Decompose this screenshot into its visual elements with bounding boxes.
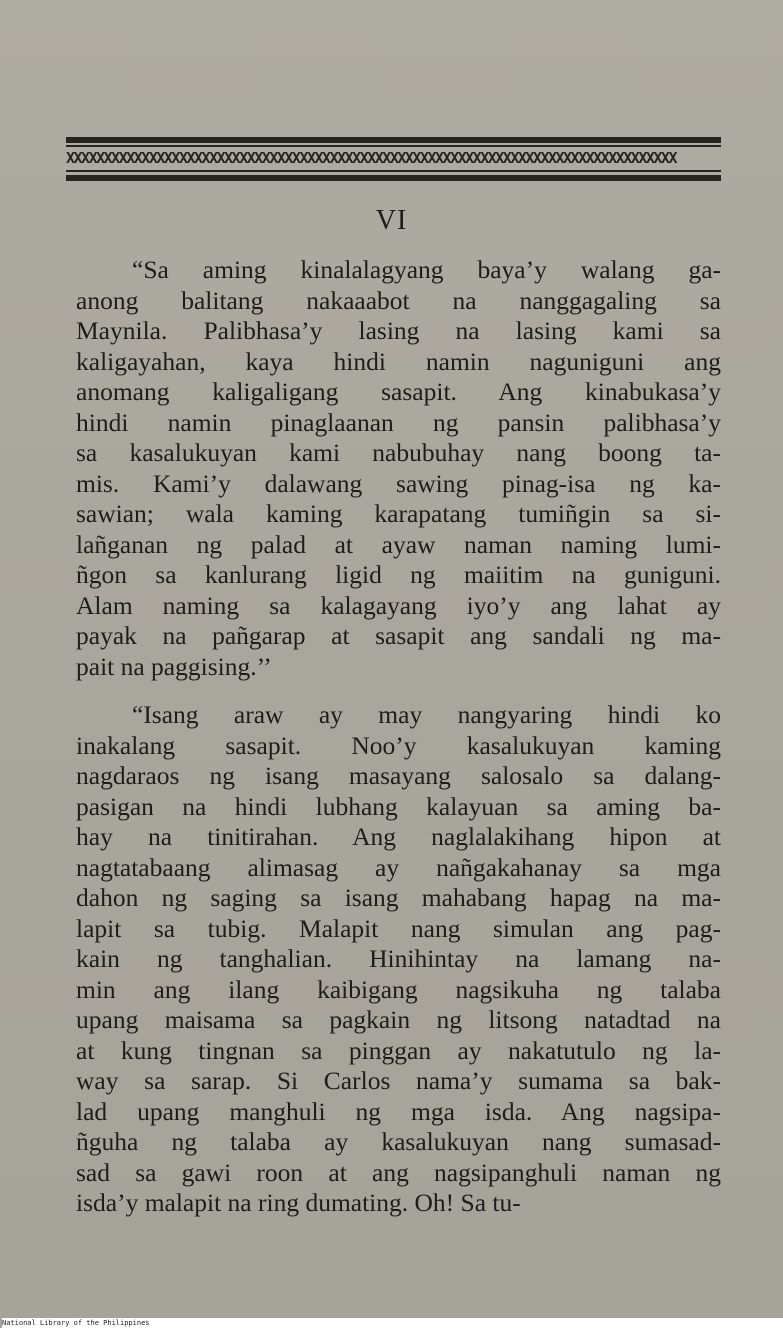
- text-line: lad upang manghuli ng mga isda. Ang nagsipa-: [76, 1096, 721, 1126]
- text-line: at kung tingnan sa pinggan ay nakatutulo ng la-: [76, 1035, 721, 1065]
- text-line: hindi namin pinaglaanan ng pansin palibhasa’y: [76, 407, 721, 437]
- ornament-top-thin-rule: [66, 145, 721, 147]
- ornament-bottom-rule: [66, 175, 721, 181]
- chapter-heading: VI: [375, 205, 408, 236]
- text-line: nagdaraos ng isang masayang salosalo sa dalang-: [76, 761, 721, 790]
- header-ornament: [66, 137, 721, 185]
- text-line: sad sa gawi roon at ang nagsipanghuli naman ng: [76, 1157, 721, 1187]
- text-line: pait na paggising.’’: [76, 651, 272, 681]
- text-line: min ang ilang kaibigang nagsikuha ng talaba: [76, 974, 721, 1004]
- text-line: way sa sarap. Si Carlos nama’y sumama sa bak-: [76, 1066, 721, 1095]
- text-line: hay na tinitirahan. Ang naglalakihang hipon at: [76, 822, 721, 851]
- text-line: nagtatabaang alimasag ay nañgakahanay sa mga: [76, 852, 721, 882]
- text-line: “Isang araw ay may nangyaring hindi ko: [132, 700, 721, 729]
- text-line: upang maisama sa pagkain ng litsong natadtad na: [76, 1005, 721, 1034]
- text-line: lapit sa tubig. Malapit nang simulan ang pag-: [76, 913, 721, 943]
- text-line: Maynila. Palibhasa’y lasing na lasing kami sa: [76, 316, 721, 345]
- ornament-top-rule: [66, 137, 721, 143]
- text-line: kaligayahan, kaya hindi namin naguniguni ang: [76, 346, 721, 376]
- text-line: Alam naming sa kalagayang iyo’y ang lahat ay: [76, 590, 721, 620]
- text-line: ñguha ng talaba ay kasalukuyan nang sumasad-: [76, 1127, 721, 1156]
- text-line: ñgon sa kanlurang ligid ng maiitim na guniguni.: [76, 560, 721, 589]
- text-line: isda’y malapit na ring dumating. Oh! Sa tu-: [76, 1188, 521, 1217]
- text-line: anomang kaligaligang sasapit. Ang kinabukasa’y: [76, 377, 721, 406]
- text-line: dahon ng saging sa isang mahabang hapag na ma-: [76, 883, 721, 912]
- text-line: anong balitang nakaaabot na nanggagaling sa: [76, 285, 721, 315]
- text-line: mis. Kami’y dalawang sawing pinag-isa ng ka-: [76, 468, 721, 498]
- text-line: kain ng tanghalian. Hinihintay na lamang na-: [76, 944, 721, 973]
- text-line: payak na pañgarap at sasapit ang sandali ng ma-: [76, 621, 721, 650]
- text-line: sawian; wala kaming karapatang tumiñgin sa si-: [76, 499, 721, 528]
- text-line: sa kasalukuyan kami nabubuhay nang boong ta-: [76, 438, 721, 467]
- text-line: inakalang sasapit. Noo’y kasalukuyan kaming: [76, 730, 721, 760]
- ornament-x-pattern: XXXXXXXXXXXXXXXXXXXXXXXXXXXXXXXXXXXXXXXXXXXXXXXXXXXXXXXXXXXXXXXXXXXXXXXXXXXXXXXXX: [66, 150, 676, 166]
- text-line: lañganan ng palad at ayaw naman naming lumi-: [76, 529, 721, 559]
- ornament-bottom-thin-rule: [66, 170, 721, 172]
- text-line: “Sa aming kinalalagyang baya’y walang ga-: [132, 255, 721, 284]
- text-line: pasigan na hindi lubhang kalayuan sa aming ba-: [76, 791, 721, 821]
- library-footer: National Library of the Philippines: [2, 1318, 783, 1328]
